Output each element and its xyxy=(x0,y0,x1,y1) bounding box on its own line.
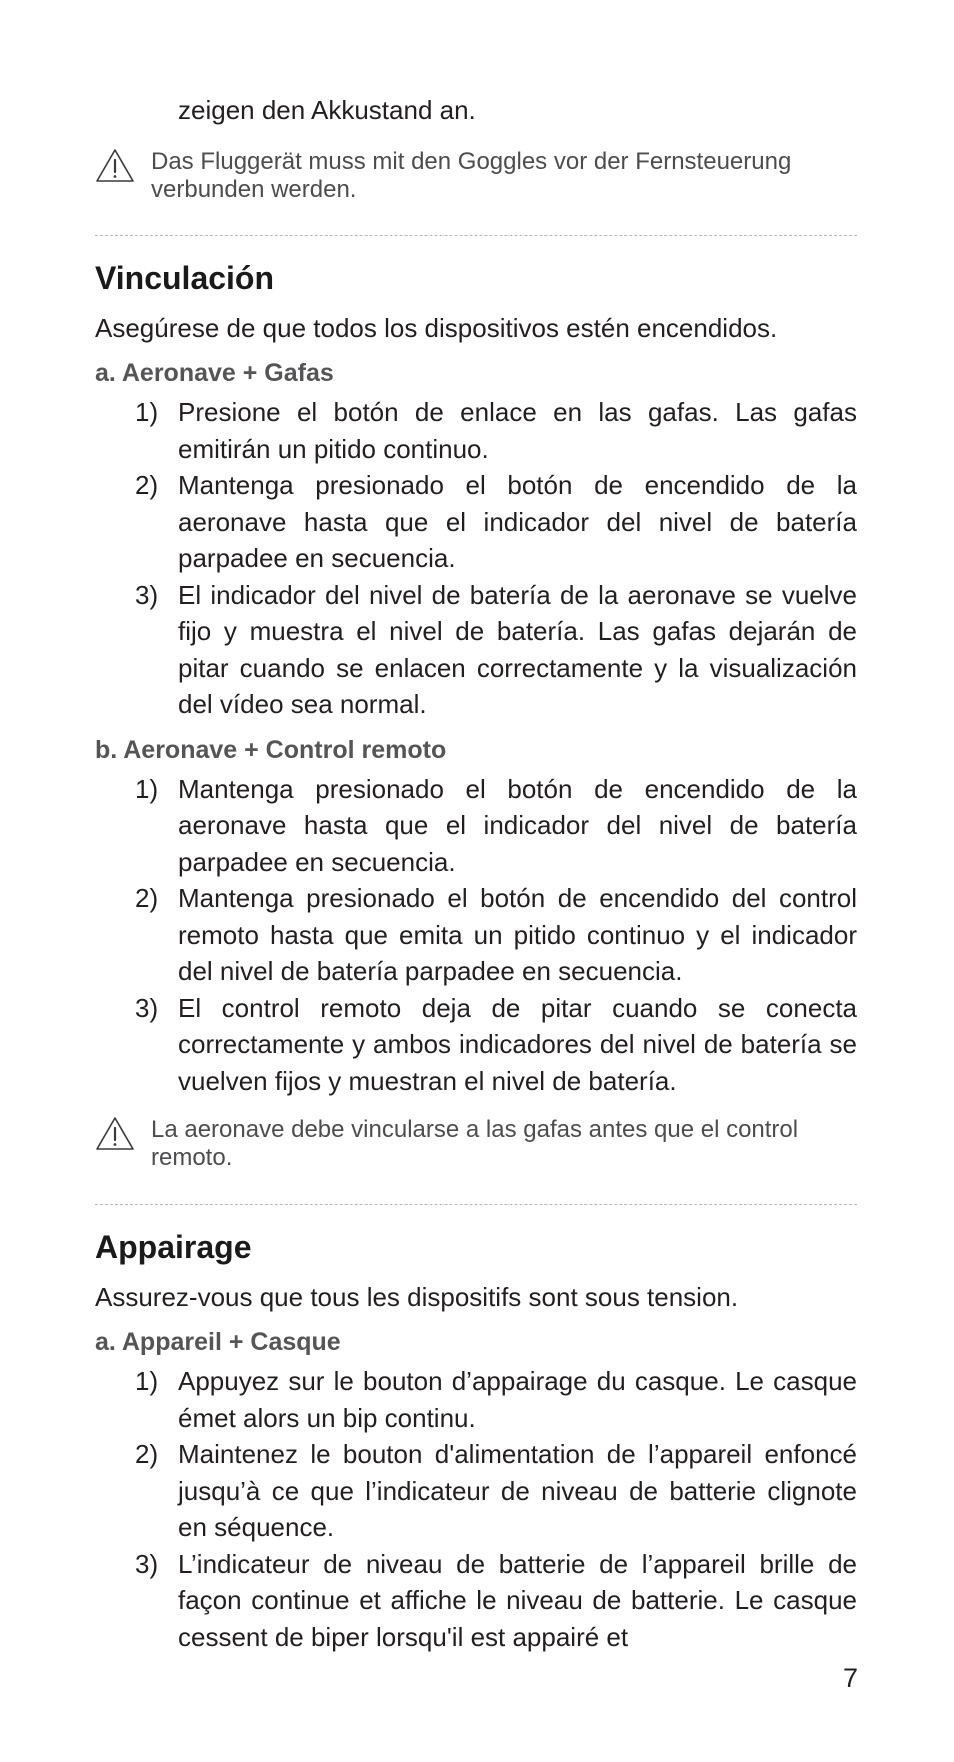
step-number: 2) xyxy=(135,883,159,913)
step-item xyxy=(95,394,857,467)
warning-note-es xyxy=(95,1116,855,1172)
step-text: L’indicateur de niveau de batterie de l’appareil brille de façon continue et affiche le niveau de batterie. Le casque cessent de biper lorsqu'il est appairé et xyxy=(178,1548,857,1652)
step-text: Presione el botón de enlace en las gafas. Las gafas emitirán un pitido continuo. xyxy=(178,397,857,464)
warning-text: Das Fluggerät muss mit den Goggles vor der Fernsteuerung verbunden werden. xyxy=(151,148,792,203)
step-item xyxy=(95,577,857,723)
step-number: 2) xyxy=(135,470,159,500)
subsection-title: a. Aeronave + Gafas xyxy=(95,359,334,387)
warning-triangle-icon xyxy=(95,1116,135,1152)
section-intro: Asegúrese de que todos los dispositivos estén encendidos. xyxy=(95,313,778,343)
section-title: Appairage xyxy=(95,1229,252,1265)
step-number: 3) xyxy=(135,1548,159,1579)
step-list xyxy=(95,1363,857,1655)
step-text: Mantenga presionado el botón de encendido del control remoto hasta que emita un pitido continuo y el indicador del nivel de batería parpadee en secuencia. xyxy=(178,883,857,986)
step-item xyxy=(95,771,857,881)
section-divider xyxy=(95,1204,857,1205)
step-list xyxy=(95,771,857,1100)
step-item xyxy=(95,990,857,1100)
step-number: 3) xyxy=(135,992,159,1023)
step-text: Appuyez sur le bouton d’appairage du casque. Le casque émet alors un bip continu. xyxy=(178,1366,857,1433)
step-item xyxy=(95,467,857,577)
step-number: 1) xyxy=(135,773,159,804)
section-appairage xyxy=(95,1227,857,1655)
step-number: 1) xyxy=(135,397,159,427)
step-list xyxy=(95,394,857,723)
section-title: Vinculación xyxy=(95,260,275,296)
page-number: 7 xyxy=(842,1663,858,1693)
step-text: Mantenga presionado el botón de encendido de la aeronave hasta que el indicador del nivel de batería parpadee en secuencia. xyxy=(178,773,857,877)
section-intro: Assurez-vous que tous les dispositifs sont sous tension. xyxy=(95,1282,739,1312)
step-text: Mantenga presionado el botón de encendido de la aeronave hasta que el indicador del nivel de batería parpadee en secuencia. xyxy=(178,470,857,573)
step-number: 1) xyxy=(135,1366,159,1396)
step-number: 2) xyxy=(135,1439,159,1469)
step-text: El indicador del nivel de batería de la aeronave se vuelve fijo y muestra el nivel de batería. Las gafas dejarán de pitar cuando se enlacen correctamente y la visualización del vídeo sea normal. xyxy=(178,579,857,719)
subsection-title: a. Appareil + Casque xyxy=(95,1328,341,1356)
section-divider xyxy=(95,235,857,236)
warning-note-de xyxy=(95,148,855,204)
step-item xyxy=(95,880,857,990)
step-text: El control remoto deja de pitar cuando se conecta correctamente y ambos indicadores del nivel de batería se vuelven fijos y muestran el nivel de batería. xyxy=(178,992,857,1096)
step-number: 3) xyxy=(135,579,159,610)
warning-text: La aeronave debe vincularse a las gafas antes que el control remoto. xyxy=(151,1116,799,1171)
subsection-title: b. Aeronave + Control remoto xyxy=(95,735,447,764)
step-item xyxy=(95,1363,857,1436)
continuation-text: zeigen den Akkustand an. xyxy=(178,95,476,125)
warning-triangle-icon xyxy=(95,148,135,184)
step-text: Maintenez le bouton d'alimentation de l’appareil enfoncé jusqu’à ce que l’indicateur de niveau de batterie clignote en séquence. xyxy=(178,1439,857,1542)
section-vinculacion xyxy=(95,258,857,1099)
step-item xyxy=(95,1436,857,1546)
step-item xyxy=(95,1546,857,1656)
